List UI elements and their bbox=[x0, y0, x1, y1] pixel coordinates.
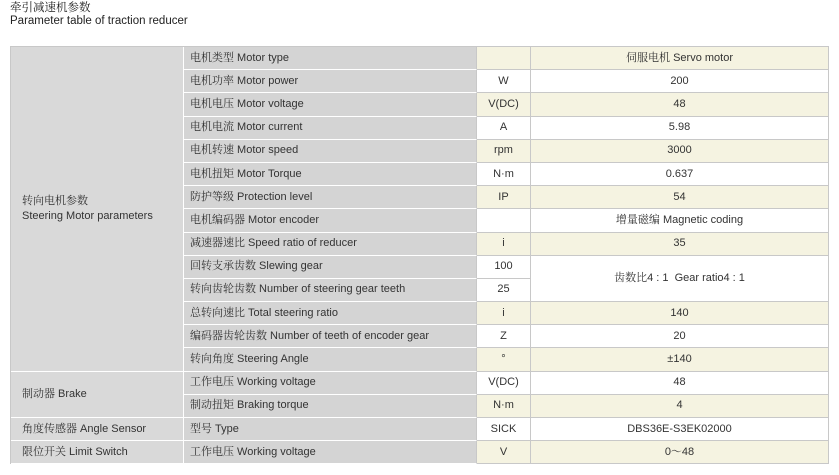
group-cell bbox=[11, 47, 184, 372]
unit-cell: i bbox=[477, 302, 531, 325]
param-cell: 电机转速 Motor speed bbox=[184, 140, 477, 163]
group-label-line: 转向电机参数 bbox=[22, 194, 88, 207]
spec-table-body bbox=[11, 47, 829, 464]
unit-cell: SICK bbox=[477, 418, 531, 441]
param-cell: 电机编码器 Motor encoder bbox=[184, 209, 477, 232]
unit-cell: 25 bbox=[477, 279, 531, 302]
param-cell: 工作电压 Working voltage bbox=[184, 441, 477, 464]
value-cell: 增量磁编 Magnetic coding bbox=[531, 209, 829, 232]
value-cell: 35 bbox=[531, 233, 829, 256]
table-row bbox=[11, 418, 829, 441]
param-cell: 减速器速比 Speed ratio of reducer bbox=[184, 233, 477, 256]
unit-cell: V(DC) bbox=[477, 372, 531, 395]
value-cell: 200 bbox=[531, 70, 829, 93]
unit-cell: N·m bbox=[477, 163, 531, 186]
value-cell: 5.98 bbox=[531, 117, 829, 140]
value-cell: 48 bbox=[531, 93, 829, 116]
unit-cell: i bbox=[477, 233, 531, 256]
group-cell bbox=[11, 418, 184, 441]
param-cell: 转向齿轮齿数 Number of steering gear teeth bbox=[184, 279, 477, 302]
unit-cell: V(DC) bbox=[477, 93, 531, 116]
value-cell: 20 bbox=[531, 325, 829, 348]
value-cell: 3000 bbox=[531, 140, 829, 163]
group-label-line: 限位开关 Limit Switch bbox=[22, 445, 128, 458]
unit-cell: N·m bbox=[477, 395, 531, 418]
param-cell: 型号 Type bbox=[184, 418, 477, 441]
param-cell: 编码器齿轮齿数 Number of teeth of encoder gear bbox=[184, 325, 477, 348]
group-label-line: 角度传感器 Angle Sensor bbox=[22, 422, 147, 435]
unit-cell: W bbox=[477, 70, 531, 93]
table-row bbox=[11, 47, 829, 70]
page-title-en: Parameter table of traction reducer bbox=[10, 15, 188, 27]
value-cell: 4 bbox=[531, 395, 829, 418]
value-cell: ±140 bbox=[531, 348, 829, 371]
param-cell: 电机电压 Motor voltage bbox=[184, 93, 477, 116]
param-cell: 工作电压 Working voltage bbox=[184, 372, 477, 395]
unit-cell: 100 bbox=[477, 256, 531, 279]
group-label-line: Steering Motor parameters bbox=[22, 209, 153, 222]
group-cell bbox=[11, 372, 184, 418]
unit-cell: Z bbox=[477, 325, 531, 348]
param-cell: 电机扭矩 Motor Torque bbox=[184, 163, 477, 186]
spec-table bbox=[10, 46, 829, 464]
value-cell: 0.637 bbox=[531, 163, 829, 186]
value-cell: 54 bbox=[531, 186, 829, 209]
param-cell: 制动扭矩 Braking torque bbox=[184, 395, 477, 418]
unit-cell: A bbox=[477, 117, 531, 140]
unit-cell: rpm bbox=[477, 140, 531, 163]
value-cell: 0～48 bbox=[531, 441, 829, 464]
group-cell bbox=[11, 441, 184, 464]
param-cell: 电机功率 Motor power bbox=[184, 70, 477, 93]
unit-cell: IP bbox=[477, 186, 531, 209]
table-row bbox=[11, 441, 829, 464]
unit-cell bbox=[477, 47, 531, 70]
param-cell: 转向角度 Steering Angle bbox=[184, 348, 477, 371]
page-title bbox=[10, 2, 188, 28]
value-cell: DBS36E-S3EK02000 bbox=[531, 418, 829, 441]
unit-cell bbox=[477, 209, 531, 232]
value-cell: 齿数比4 : 1 Gear ratio4 : 1 bbox=[531, 256, 829, 302]
page-title-zh: 牵引减速机参数 bbox=[10, 2, 91, 14]
value-cell: 140 bbox=[531, 302, 829, 325]
unit-cell: V bbox=[477, 441, 531, 464]
param-cell: 电机电流 Motor current bbox=[184, 117, 477, 140]
value-cell: 48 bbox=[531, 372, 829, 395]
param-cell: 总转向速比 Total steering ratio bbox=[184, 302, 477, 325]
unit-cell: ° bbox=[477, 348, 531, 371]
value-cell: 伺服电机 Servo motor bbox=[531, 47, 829, 70]
group-label-line: 制动器 Brake bbox=[22, 387, 87, 400]
param-cell: 防护等级 Protection level bbox=[184, 186, 477, 209]
table-row bbox=[11, 372, 829, 395]
param-cell: 回转支承齿数 Slewing gear bbox=[184, 256, 477, 279]
param-cell: 电机类型 Motor type bbox=[184, 47, 477, 70]
